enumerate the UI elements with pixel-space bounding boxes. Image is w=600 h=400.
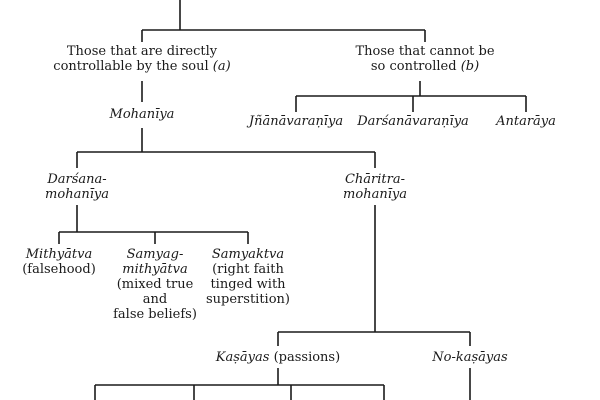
node-directly-controllable-text: controllable by the soul bbox=[53, 59, 213, 74]
node-darshana-mohaniya-line2: mohanīya bbox=[45, 187, 109, 202]
node-samyaktva-term: Samyaktva bbox=[211, 247, 285, 262]
node-antaraya: Antarāya bbox=[496, 114, 556, 129]
node-mohaniya: Mohanīya bbox=[109, 107, 175, 122]
node-mithyatva-term: Mithyātva bbox=[25, 247, 93, 262]
node-not-controllable-line2 bbox=[330, 59, 520, 74]
node-directly-controllable-line1: Those that are directly bbox=[66, 44, 218, 59]
node-charitra-mohaniya bbox=[330, 172, 420, 202]
node-samyag-mithyatva-gloss3: false beliefs) bbox=[113, 307, 197, 322]
node-samyag-mithyatva-term1: Samyag- bbox=[126, 247, 184, 262]
node-charitra-mohaniya-line1: Chāritra- bbox=[344, 172, 406, 187]
node-samyag-mithyatva-gloss1: (mixed true bbox=[116, 277, 194, 292]
node-samyaktva-gloss2: tinged with bbox=[210, 277, 286, 292]
node-darshana-mohaniya bbox=[32, 172, 122, 202]
node-samyaktva-gloss3: superstition) bbox=[206, 292, 290, 307]
node-jnanavaraniya: Jñānāvaraṇīya bbox=[248, 114, 344, 129]
node-samyaktva bbox=[198, 247, 298, 307]
node-charitra-mohaniya-line2: mohanīya bbox=[343, 187, 407, 202]
node-mithyatva-gloss: (falsehood) bbox=[22, 262, 96, 277]
node-not-controllable-text: so controlled bbox=[370, 59, 461, 74]
node-directly-controllable-mark: (a) bbox=[212, 59, 231, 74]
node-darshana-mohaniya-line1: Darśana- bbox=[47, 172, 107, 187]
node-samyag-mithyatva-gloss2: and bbox=[142, 292, 168, 307]
node-darshanavaraniya: Darśanāvaraṇīya bbox=[357, 114, 469, 129]
node-mithyatva bbox=[14, 247, 104, 277]
node-not-controllable-line1: Those that cannot be bbox=[355, 44, 495, 59]
node-directly-controllable-line2 bbox=[42, 59, 242, 74]
node-samyag-mithyatva-term2: mithyātva bbox=[122, 262, 188, 277]
node-not-controllable bbox=[330, 44, 520, 74]
node-no-kashayas: No-kaṣāyas bbox=[432, 350, 508, 365]
node-directly-controllable bbox=[42, 44, 242, 74]
node-not-controllable-mark: (b) bbox=[460, 59, 480, 74]
node-kashayas-term: Kaṣāyas bbox=[215, 350, 270, 365]
node-kashayas bbox=[203, 350, 353, 365]
node-samyag-mithyatva bbox=[105, 247, 205, 322]
node-kashayas-gloss: (passions) bbox=[269, 350, 341, 365]
node-samyaktva-gloss1: (right faith bbox=[212, 262, 284, 277]
